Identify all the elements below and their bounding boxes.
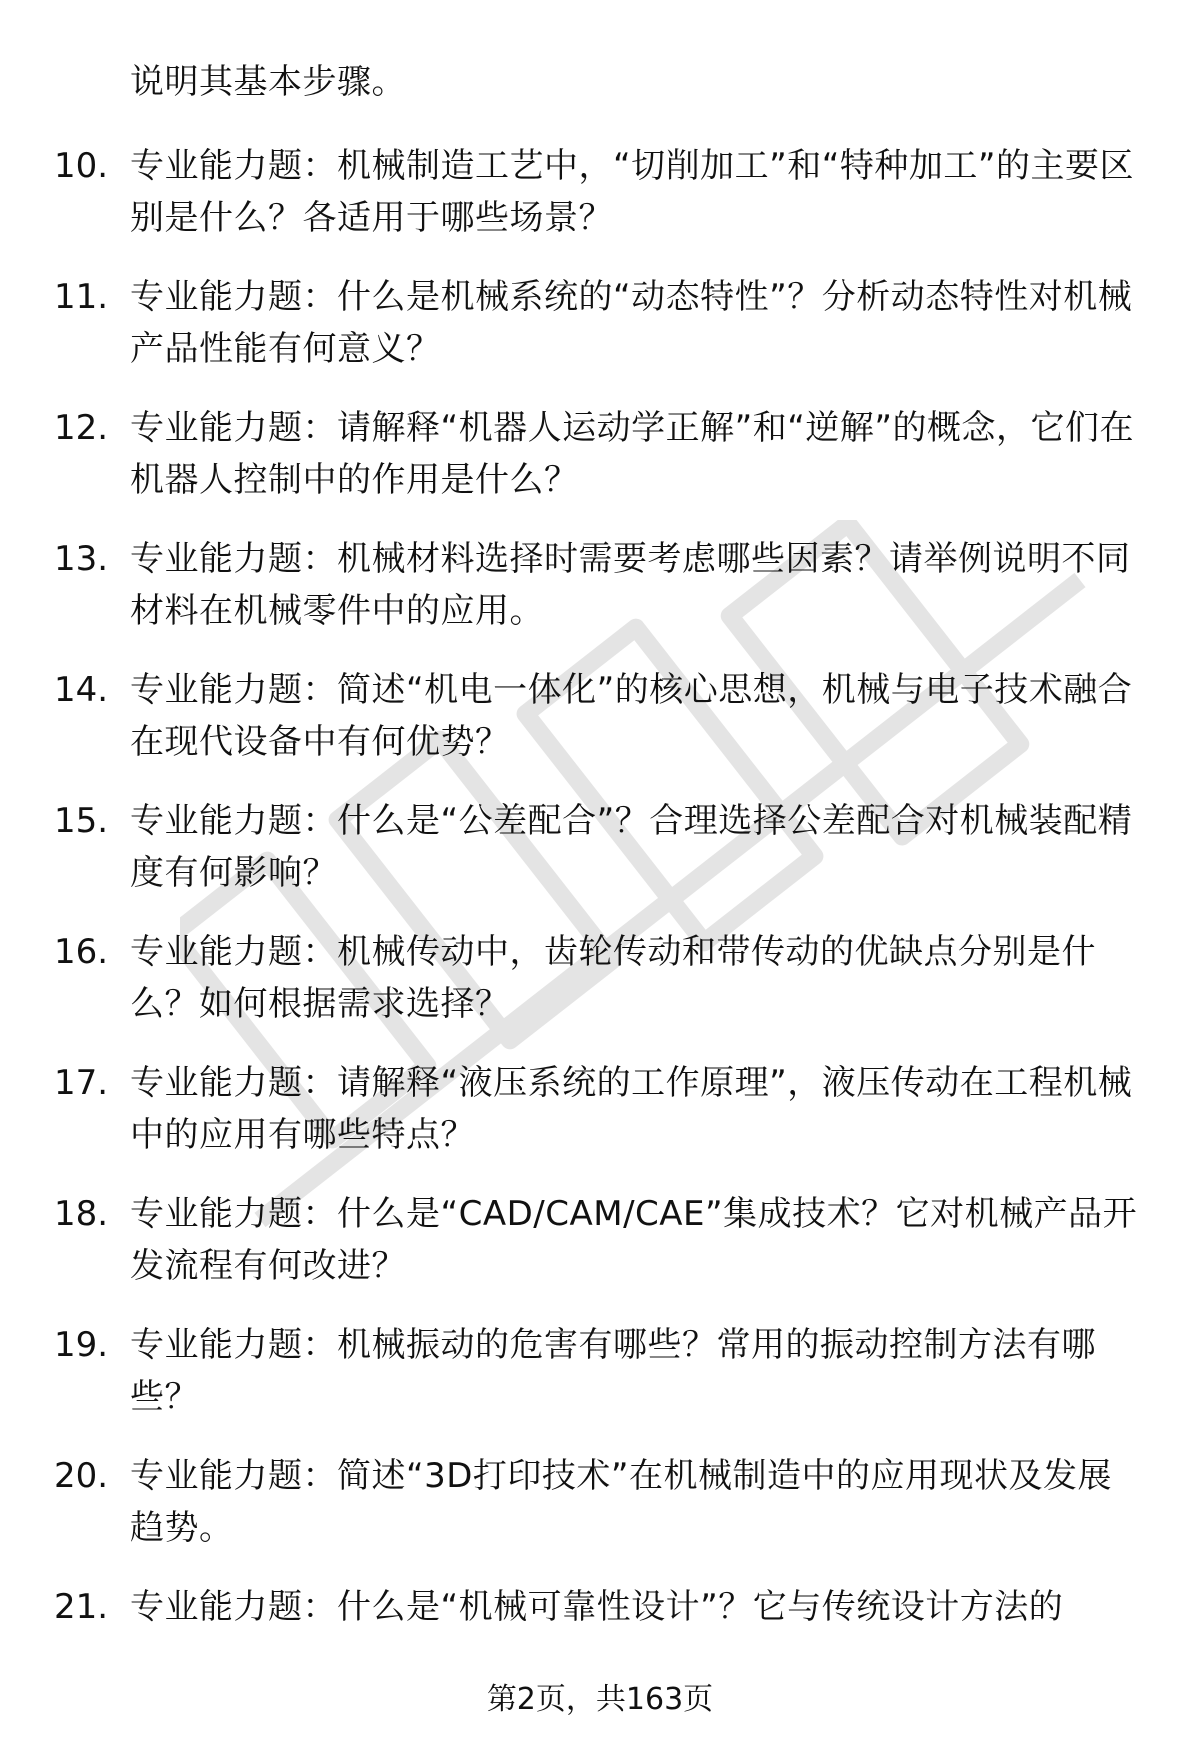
question-number: 18.: [54, 1194, 109, 1234]
question-number: 19.: [54, 1325, 109, 1365]
continuation-text: 说明其基本步骤。: [130, 62, 406, 102]
question-number: 12.: [54, 408, 109, 448]
question-text: 专业能力题：什么是“公差配合”？合理选择公差配合对机械装配精度有何影响？: [130, 801, 1133, 893]
page-footer: 第2页，共163页: [486, 1682, 714, 1717]
question-number: 14.: [54, 670, 109, 710]
question-number: 13.: [54, 539, 109, 579]
question-text: 专业能力题：什么是“CAD/CAM/CAE”集成技术？它对机械产品开发流程有何改进？: [130, 1194, 1138, 1286]
question-text: 专业能力题：机械材料选择时需要考虑哪些因素？请举例说明不同材料在机械零件中的应用。: [130, 539, 1131, 631]
question-item: [0, 926, 1200, 1057]
question-text: 专业能力题：机械传动中，齿轮传动和带传动的优缺点分别是什么？如何根据需求选择？: [130, 932, 1096, 1024]
question-item: [0, 1057, 1200, 1188]
question-item: [0, 140, 1200, 271]
question-number: 11.: [54, 277, 109, 317]
question-item: [0, 795, 1200, 926]
question-number: 10.: [54, 146, 109, 186]
question-text: 专业能力题：请解释“液压系统的工作原理”，液压传动在工程机械中的应用有哪些特点？: [130, 1063, 1133, 1155]
question-text: 专业能力题：请解释“机器人运动学正解”和“逆解”的概念，它们在机器人控制中的作用是什么？: [130, 408, 1134, 500]
question-text: 专业能力题：机械制造工艺中，“切削加工”和“特种加工”的主要区别是什么？各适用于哪些场景？: [130, 146, 1134, 238]
question-number: 15.: [54, 801, 109, 841]
question-text: 专业能力题：什么是“机械可靠性设计”？它与传统设计方法的: [130, 1587, 1064, 1627]
question-text: 专业能力题：机械振动的危害有哪些？常用的振动控制方法有哪些？: [130, 1325, 1096, 1417]
question-item: [0, 664, 1200, 795]
question-item: [0, 402, 1200, 533]
question-number: 17.: [54, 1063, 109, 1103]
question-number: 20.: [54, 1456, 109, 1496]
question-text: 专业能力题：简述“机电一体化”的核心思想，机械与电子技术融合在现代设备中有何优势？: [130, 670, 1133, 762]
question-item: [0, 1450, 1200, 1581]
question-item: [0, 271, 1200, 402]
question-list: [0, 140, 1200, 1712]
question-item: [0, 533, 1200, 664]
question-number: 21.: [54, 1587, 109, 1627]
question-text: 专业能力题：什么是机械系统的“动态特性”？分析动态特性对机械产品性能有何意义？: [130, 277, 1133, 369]
question-text: 专业能力题：简述“3D打印技术”在机械制造中的应用现状及发展趋势。: [130, 1456, 1113, 1548]
question-number: 16.: [54, 932, 109, 972]
question-item: [0, 1188, 1200, 1319]
question-item: [0, 1319, 1200, 1450]
